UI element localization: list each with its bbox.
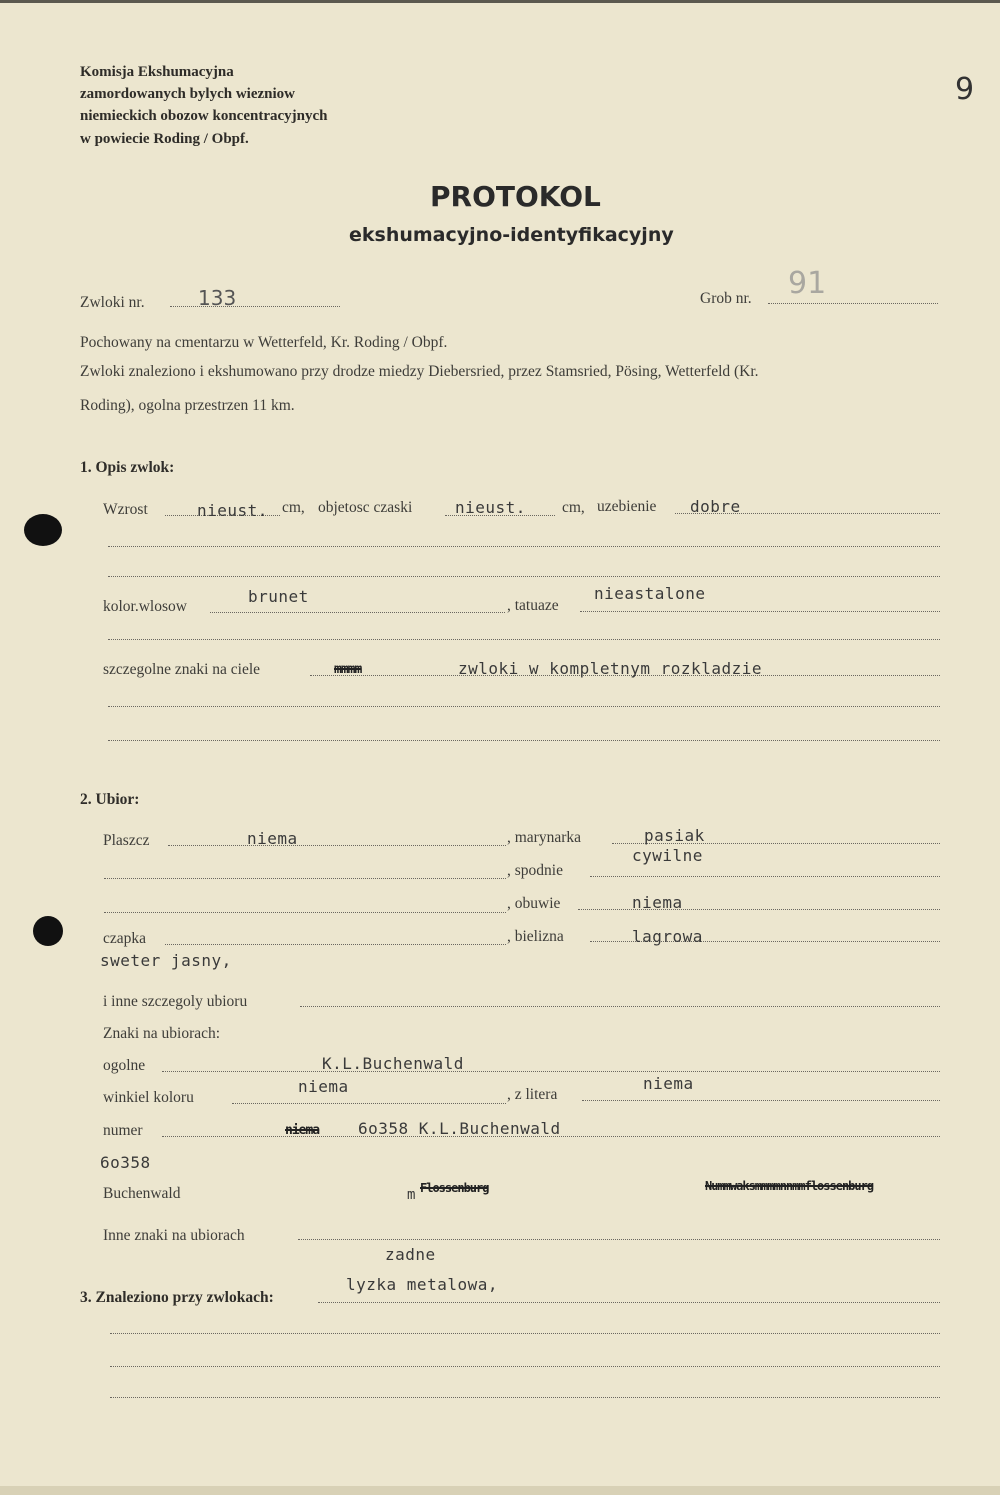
inne-szczegoly-label: i inne szczegoly ubioru — [103, 993, 248, 1010]
cm-label-1: cm, — [282, 499, 305, 516]
obuwie-value: niema — [632, 893, 683, 912]
spodnie-line — [590, 876, 940, 877]
uzebienie-label: uzebienie — [597, 498, 657, 515]
obuwie-left-line — [104, 912, 506, 913]
burial-text: Pochowany na cmentarzu w Wetterfeld, Kr. Roding / Obpf. — [80, 334, 448, 351]
tatuaze-value: nieastalone — [594, 584, 706, 603]
wzrost-value: nieust. — [197, 501, 268, 520]
blank-line-5 — [108, 740, 940, 741]
tatuaze-label: , tatuaze — [507, 597, 559, 614]
inne-znaki-value: zadne — [385, 1245, 436, 1264]
extra-number: 6o358 — [100, 1153, 151, 1172]
header-line-4: w powiecie Roding / Obpf. — [80, 131, 249, 147]
blank-line-2 — [108, 576, 940, 577]
objetosc-label: objetosc czaski — [318, 499, 413, 516]
document-subtitle: ekshumacyjno-identyfikacyjny — [349, 224, 674, 246]
buchenwald-prefix: m — [407, 1187, 416, 1203]
marynarka-value: pasiak — [644, 826, 705, 845]
zwloki-label: Zwloki nr. — [80, 294, 145, 311]
kolor-wlosow-label: kolor.wlosow — [103, 598, 187, 615]
blank-line-3 — [108, 639, 940, 640]
cm-label-2: cm, — [562, 499, 585, 516]
buchenwald-label: Buchenwald — [103, 1185, 181, 1202]
ogolne-value: K.L.Buchenwald — [322, 1054, 464, 1073]
z-litera-line — [582, 1100, 940, 1101]
marynarka-label: , marynarka — [507, 829, 582, 846]
zwloki-value: 133 — [198, 286, 237, 310]
spodnie-label: , spodnie — [507, 862, 563, 879]
obuwie-label: , obuwie — [507, 895, 561, 912]
szczegolne-znaki-label: szczegolne znaki na ciele — [103, 661, 261, 678]
spodnie-value: cywilne — [632, 846, 703, 865]
kolor-wlosow-line — [210, 612, 505, 613]
zwloki-line — [170, 306, 340, 307]
winkiel-value: niema — [298, 1077, 349, 1096]
document-title: PROTOKOL — [430, 180, 601, 213]
found-text-1: Zwloki znaleziono i ekshumowano przy drodze miedzy Diebersried, przez Stamsried, Pösing, Wetterfeld (Kr. — [80, 363, 759, 380]
szczegolne-znaki-struck: mmmm — [334, 662, 362, 677]
page-number: 9 — [955, 72, 975, 107]
header-line-1: Komisja Ekshumacyjna — [80, 64, 234, 80]
spodnie-left-line — [104, 878, 506, 879]
section-3-heading: 3. Znaleziono przy zwlokach: — [80, 1289, 274, 1306]
szczegolne-znaki-value: zwloki w kompletnym rozkladzie — [458, 659, 762, 678]
czapka-label: czapka — [103, 930, 147, 947]
tatuaze-line — [580, 611, 940, 612]
inne-znaki-label: Inne znaki na ubiorach — [103, 1227, 245, 1244]
section-2-heading: 2. Ubior: — [80, 791, 140, 808]
sweter-value: sweter jasny, — [100, 951, 232, 970]
winkiel-line — [232, 1103, 506, 1104]
plaszcz-label: Plaszcz — [103, 832, 150, 849]
right-struck-text: Nummwaksmmmmnnmmflossenburg — [705, 1179, 874, 1193]
blank-line-7 — [110, 1366, 940, 1367]
ogolne-label: ogolne — [103, 1057, 146, 1074]
numer-label: numer — [103, 1122, 143, 1139]
wzrost-label: Wzrost — [103, 501, 148, 518]
blank-line-4 — [108, 706, 940, 707]
bielizna-label: , bielizna — [507, 928, 564, 945]
section-1-heading: 1. Opis zwlok: — [80, 459, 175, 476]
z-litera-value: niema — [643, 1074, 694, 1093]
znaki-na-ubiorach-label: Znaki na ubiorach: — [103, 1025, 221, 1042]
page-bottom-edge — [0, 1486, 1000, 1495]
numer-struck: niema — [285, 1123, 320, 1138]
found-text-2: Roding), ogolna przestrzen 11 km. — [80, 397, 295, 414]
numer-value: 6o358 K.L.Buchenwald — [358, 1119, 561, 1138]
grob-label: Grob nr. — [700, 290, 752, 307]
header-line-2: zamordowanych bylych wiezniow — [80, 86, 295, 102]
z-litera-label: , z litera — [507, 1086, 558, 1103]
plaszcz-line — [168, 845, 506, 846]
page-top-edge — [0, 0, 1000, 3]
punch-hole-bottom — [33, 916, 63, 946]
blank-line-6 — [110, 1333, 940, 1334]
blank-line-8 — [110, 1397, 940, 1398]
inne-znaki-line — [298, 1239, 940, 1240]
plaszcz-value: niema — [247, 829, 298, 848]
section-3-line — [318, 1302, 940, 1303]
kolor-wlosow-value: brunet — [248, 587, 309, 606]
czapka-line — [165, 944, 506, 945]
bielizna-value: lagrowa — [632, 927, 703, 946]
section-3-value: lyzka metalowa, — [346, 1275, 498, 1294]
header-line-3: niemieckich obozow koncentracyjnych — [80, 108, 328, 124]
grob-line — [768, 303, 938, 304]
uzebienie-value: dobre — [690, 497, 741, 516]
punch-hole-top — [24, 514, 62, 546]
winkiel-label: winkiel koloru — [103, 1089, 194, 1106]
ogolne-line — [162, 1071, 940, 1072]
blank-line-1 — [108, 546, 940, 547]
grob-value: 91 — [788, 266, 827, 301]
buchenwald-struck: Flossenburg — [420, 1181, 489, 1195]
inne-szczegoly-line — [300, 1006, 940, 1007]
objetosc-value: nieust. — [455, 498, 526, 517]
